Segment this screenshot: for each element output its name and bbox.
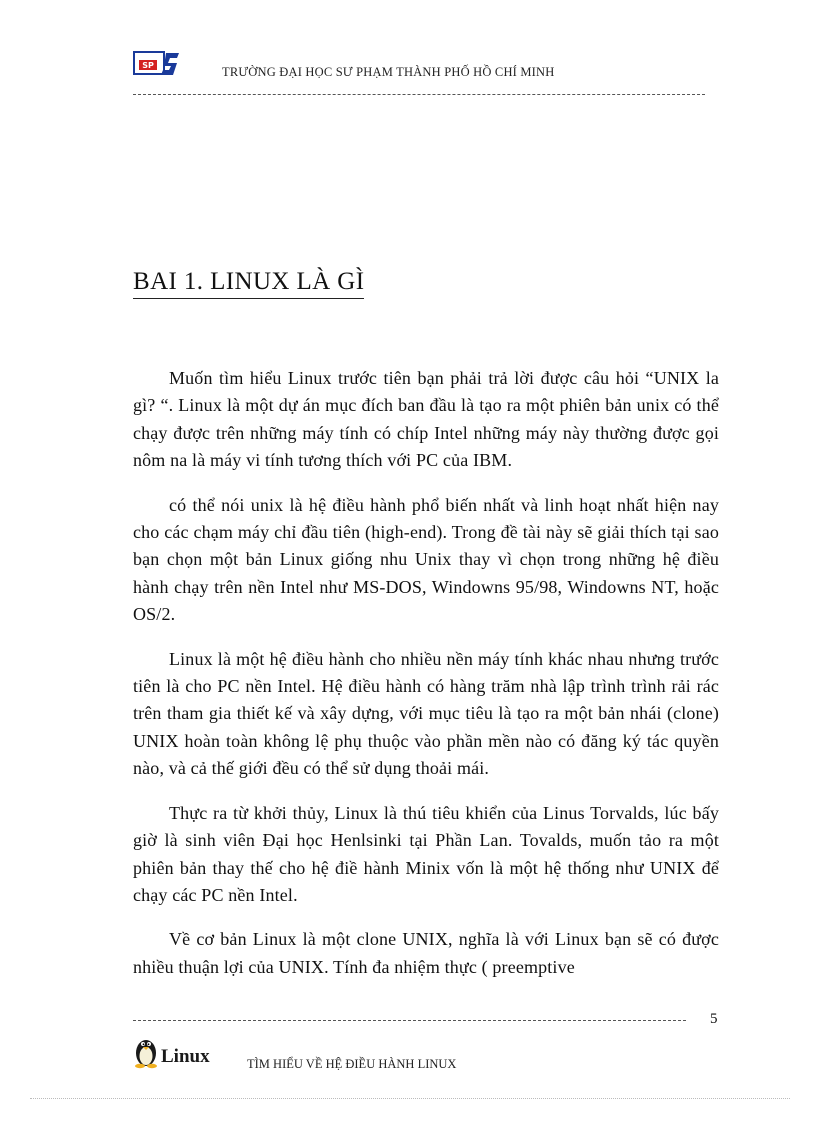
school-name: TRƯỜNG ĐẠI HỌC SƯ PHẠM THÀNH PHỐ HỒ CHÍ MINH (222, 65, 555, 79)
paragraph-5: Về cơ bản Linux là một clone UNIX, nghĩa là với Linux bạn sẽ có được nhiều thuận lợi của UNIX. Tính đa nhiệm thực ( preemptive (133, 929, 719, 977)
paragraph-3: Linux là một hệ điều hành cho nhiều nền máy tính khác nhau nhưng trước tiên là cho PC nền Intel. Hệ điều hành có hàng trăm nhà lập trình trình rải rác trên tham gia thiết kế và xây dựng, với mục tiêu là tạo ra một bản nhái (clone) UNIX hoàn toàn không lệ phụ thuộc vào phần mền nào có đăng ký tác quyền nào, và cả thế giới đều có thể sử dụng thoải mái. (133, 648, 719, 779)
document-title: TÌM HIỂU VỀ HỆ ĐIỀU HÀNH LINUX (247, 1057, 457, 1071)
footer-divider (133, 1020, 686, 1021)
linux-logo (133, 1033, 225, 1069)
school-logo (133, 51, 181, 79)
page-bottom-rule (30, 1098, 790, 1099)
paragraph-2: có thể nói unix là hệ điều hành phổ biến nhất và linh hoạt nhất hiện nay cho các chạm máy chỉ đầu tiên (high-end). Trong đề tài này sẽ giải thích tại sao bạn chọn một bản Linux giống nhu Unix thay vì chọn trong những hệ điều hành chạy trên nền Intel như MS-DOS, Windowns 95/98, Windowns NT, hoặc OS/2. (133, 494, 719, 625)
tux-icon (135, 1040, 157, 1068)
body-text (133, 365, 719, 998)
page-number: 5 (710, 1011, 718, 1027)
paragraph-1: Muốn tìm hiểu Linux trước tiên bạn phải trả lời được câu hỏi “UNIX la gì? “. Linux là một dự án mục đích ban đầu là tạo ra một phiên bản unix có thể chạy được trên những máy tính có chíp Intel những máy này thường được gọi nôm na là máy vi tính tương thích với PC của IBM. (133, 368, 719, 471)
logo-badge-text: SP (142, 61, 154, 70)
paragraph-4: Thực ra từ khởi thủy, Linux là thú tiêu khiển của Linus Torvalds, lúc bấy giờ là sinh viên Đại học Henlsinki tại Phần Lan. Tovalds, muốn tảo ra một phiên bản thay thế cho hệ điề hành Minix vốn là một hệ thống như UNIX để chạy các PC nền Intel. (133, 802, 719, 905)
linux-logo-text: Linux (161, 1046, 210, 1067)
chapter-title: BAI 1. LINUX LÀ GÌ (133, 268, 364, 299)
header-divider (133, 94, 705, 95)
